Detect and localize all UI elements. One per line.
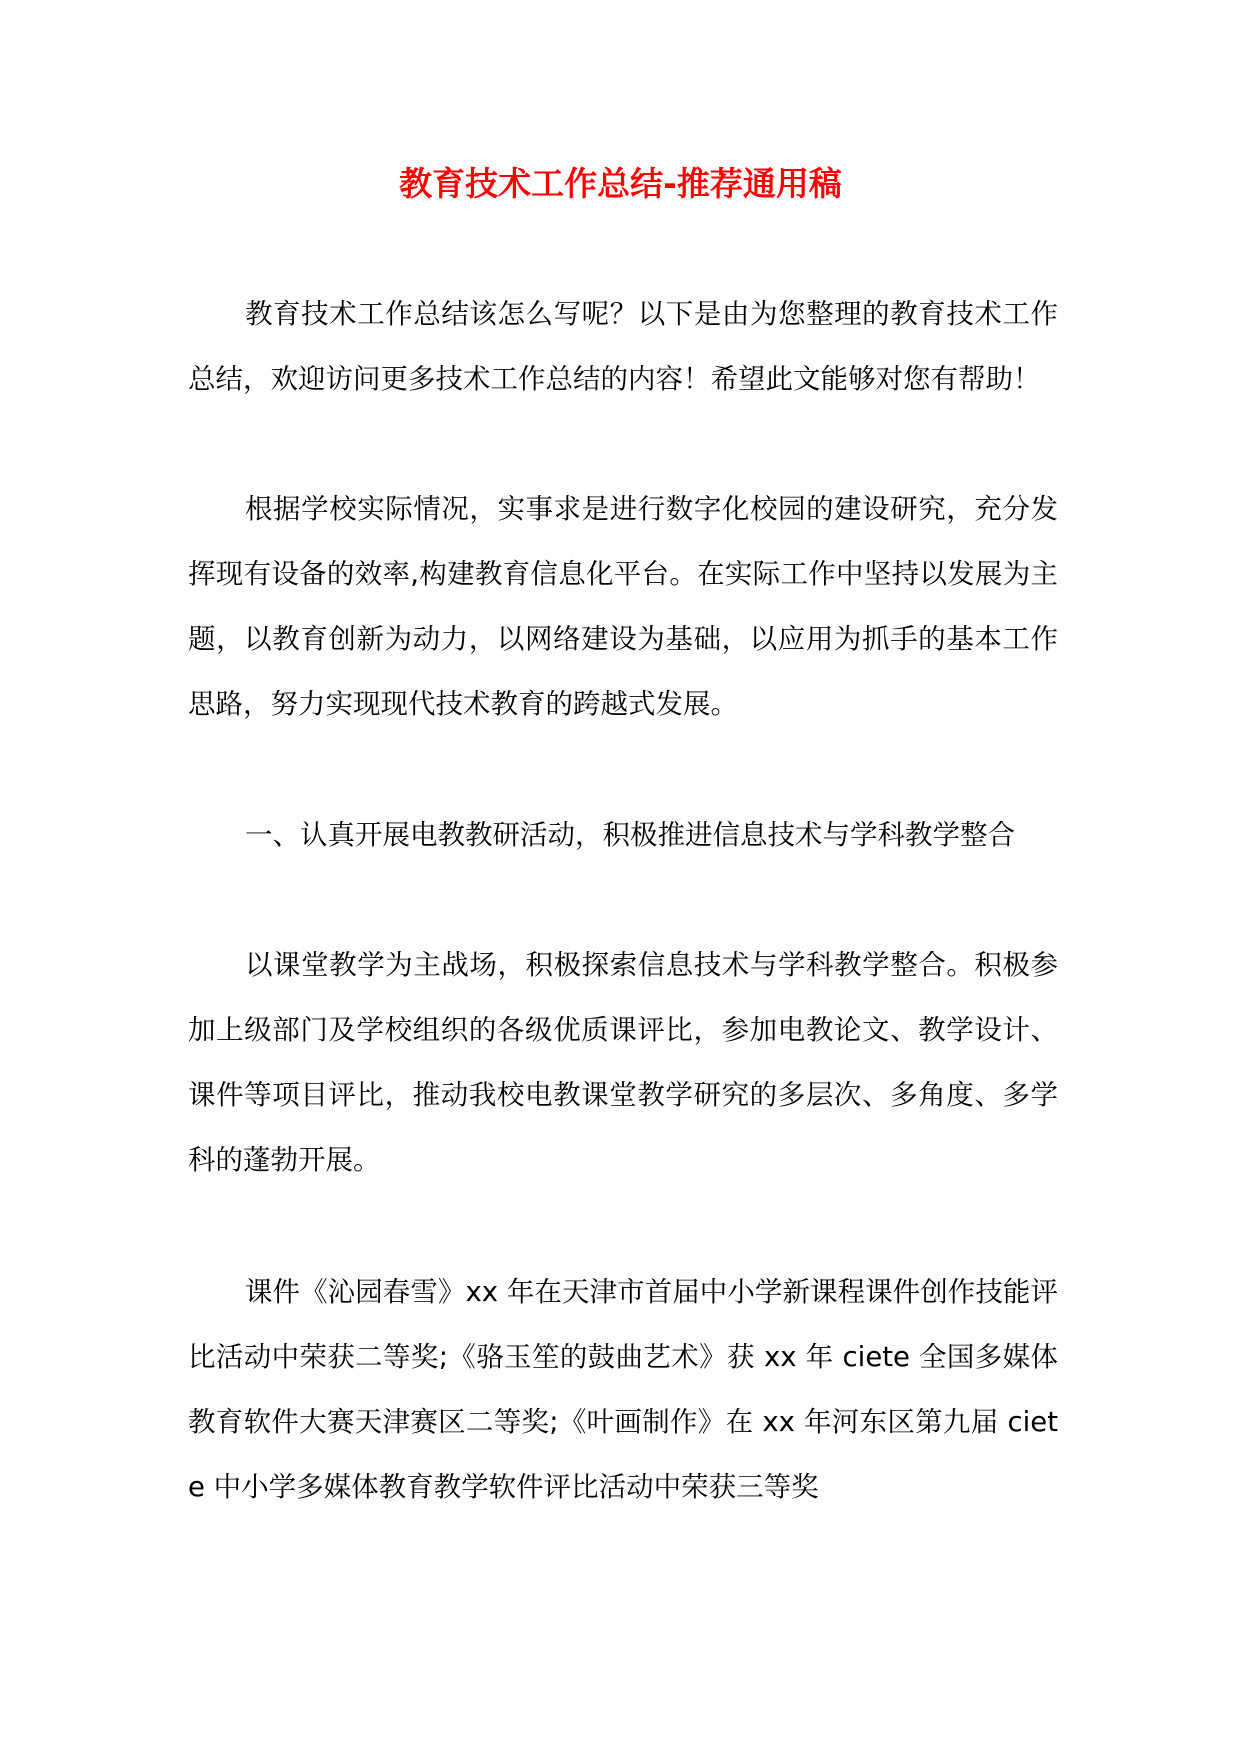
section-heading: 一、认真开展电教教研活动，积极推进信息技术与学科教学整合	[245, 819, 1015, 851]
document-title: 教育技术工作总结-推荐通用稿	[399, 164, 842, 203]
section-paragraph: 以课堂教学为主战场，积极探索信息技术与学科教学整合。积极参加上级部门及学校组织的各级优质课评比，参加电教论文、教学设计、课件等项目评比，推动我校电教课堂教学研究的多层次、多角度、多学科的蓬勃开展。	[188, 949, 1058, 1176]
intro-paragraph: 教育技术工作总结该怎么写呢？以下是由为您整理的教育技术工作总结，欢迎访问更多技术工作总结的内容！希望此文能够对您有帮助！	[188, 298, 1058, 395]
overview-paragraph: 根据学校实际情况，实事求是进行数字化校园的建设研究，充分发挥现有设备的效率,构建教育信息化平台。在实际工作中坚持以发展为主题，以教育创新为动力，以网络建设为基础，以应用为抓手的基本工作思路，努力实现现代技术教育的跨越式发展。	[188, 493, 1058, 720]
awards-paragraph: 课件《沁园春雪》xx 年在天津市首届中小学新课程课件创作技能评比活动中荣获二等奖;《骆玉笙的鼓曲艺术》获 xx 年 ciete 全国多媒体教育软件大赛天津赛区二等奖;《叶画制作》在 xx 年河东区第九届 ciete 中小学多媒体教育教学软件评比活动中荣获三等奖	[188, 1276, 1058, 1503]
